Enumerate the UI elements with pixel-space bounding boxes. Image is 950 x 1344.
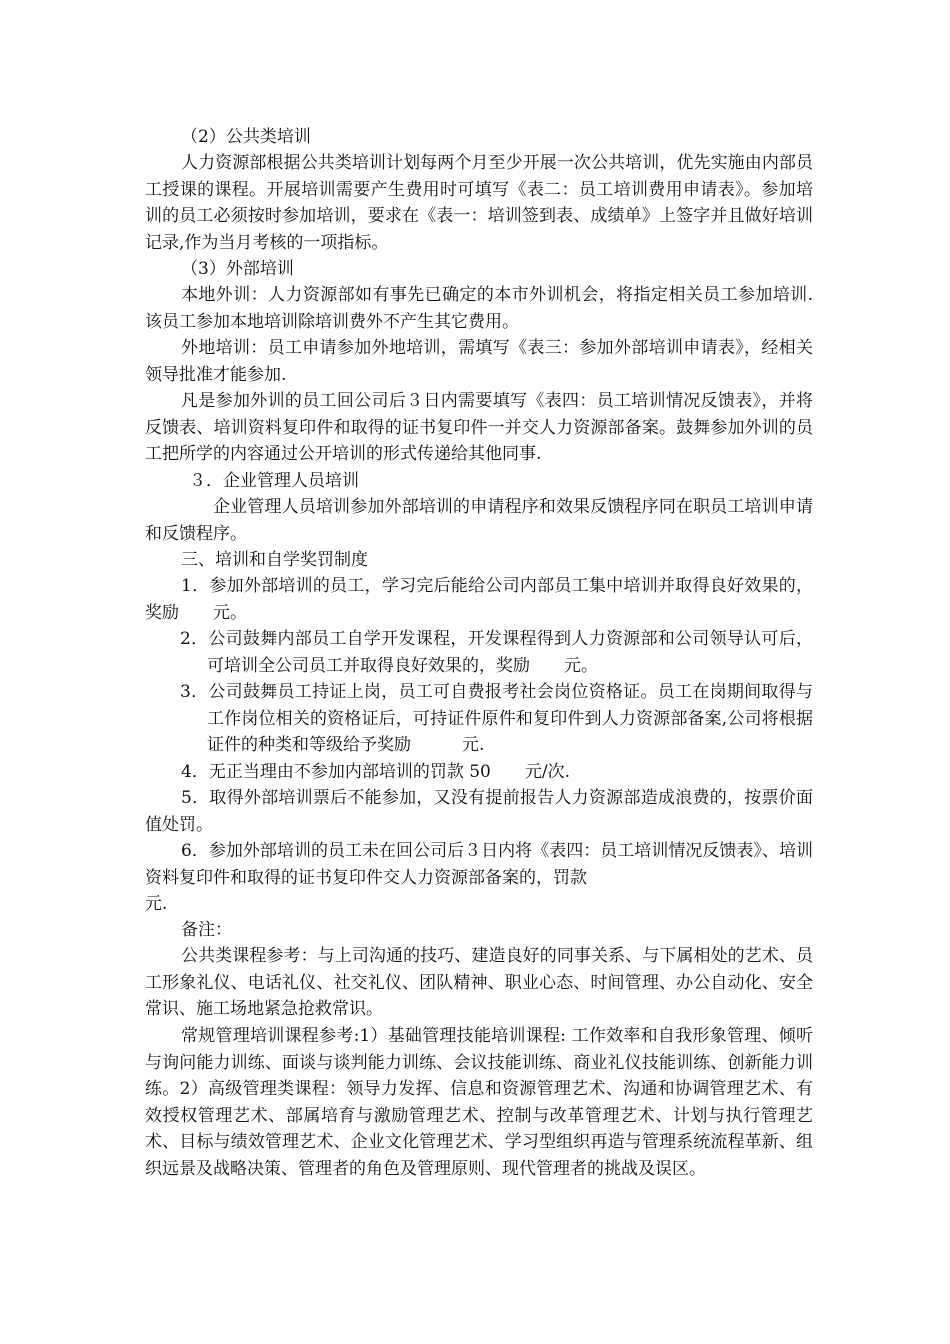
feedback-paragraph: 凡是参加外训的员工回公司后３日内需要填写《表四：员工培训情况反馈表》，并将反馈表、培训资料复印件和取得的证书复印件一并交人力资源部备案。鼓舞参加外训的员工把所学的内容通过公开培训的形式传递给其他同事. xyxy=(145,391,813,465)
public-training-heading: （2）公共类培训 xyxy=(181,127,311,147)
public-course-reference: 公共类课程参考：与上司沟通的技巧、建造良好的同事关系、与下属相处的艺术、员工形象礼仪、电话礼仪、社交礼仪、团队精神、职业心态、时间管理、办公自动化、安全常识、施工场地紧急抢救常识。 xyxy=(145,946,813,1020)
reward-item-2-number: 2． xyxy=(180,629,209,649)
penalty-item-5: 5．取得外部培训票后不能参加，又没有提前报告人力资源部造成浪费的，按票价面值处罚。 xyxy=(145,788,813,835)
penalty-item-6: 6．参加外部培训的员工未在回公司后３日内将《表四：员工培训情况反馈表》、培训资料复印件和取得的证书复印件交人力资源部备案的，罚款 xyxy=(145,841,813,888)
penalty-item-6-tail: 元. xyxy=(145,894,168,914)
reward-item-3 xyxy=(180,679,813,759)
rewards-heading: 三、培训和自学奖罚制度 xyxy=(181,550,368,570)
reward-item-3-text: 公司鼓舞员工持证上岗，员工可自费报考社会岗位资格证。员工在岗期间取得与工作岗位相关的资格证后，可持证件原件和复印件到人力资源部备案,公司将根据证件的种类和等级给予奖励 元. xyxy=(207,682,813,756)
public-training-paragraph: 人力资源部根据公共类培训计划每两个月至少开展一次公共培训，优先实施由内部员工授课的课程。开展培训需要产生费用时可填写《表二：员工培训费用申请表》。参加培训的员工必须按时参加培训，要求在《表一：培训签到表、成绩单》上签字并且做好培训记录,作为当月考核的一项指标。 xyxy=(145,153,813,253)
notes-heading: 备注： xyxy=(181,920,232,940)
local-external-training-paragraph: 本地外训：人力资源部如有事先已确定的本市外训机会，将指定相关员工参加培训.该员工参加本地培训除培训费外不产生其它费用。 xyxy=(145,285,813,332)
regular-course-reference: 常规管理培训课程参考:1）基础管理技能培训课程: 工作效率和自我形象管理、倾听与询问能力训练、面谈与谈判能力训练、会议技能训练、商业礼仪技能训练、创新能力训练。2）高级管理类课程：领导力发挥、信息和资源管理艺术、沟通和协调管理艺术、有效授权管理艺术、部属培育与激励管理艺术、控制与改革管理艺术、计划与执行管理艺术、目标与绩效管理艺术、企业文化管理艺术、学习型组织再造与管理系统流程革新、组织远景及战略决策、管理者的角色及管理原则、现代管理者的挑战及误区。 xyxy=(145,1026,813,1179)
mgmt-training-paragraph: 企业管理人员培训参加外部培训的申请程序和效果反馈程序同在职员工培训申请和反馈程序。 xyxy=(145,497,813,544)
reward-item-3-number: 3． xyxy=(180,682,209,702)
reward-item-2-text: 公司鼓舞内部员工自学开发课程，开发课程得到人力资源部和公司领导认可后，可培训全公司员工并取得良好效果的，奖励 元。 xyxy=(207,629,813,676)
penalty-item-4: 4．无正当理由不参加内部培训的罚款 50 元/次. xyxy=(181,762,570,782)
mgmt-training-heading: ３．企业管理人员培训 xyxy=(189,471,359,491)
reward-item-2 xyxy=(180,626,813,679)
external-training-heading: （3）外部培训 xyxy=(181,259,294,279)
reward-item-1: 1．参加外部培训的员工，学习完后能给公司内部员工集中培训并取得良好效果的，奖励 元。 xyxy=(145,576,813,623)
remote-external-training-paragraph: 外地培训：员工申请参加外地培训，需填写《表三：参加外部培训申请表》，经相关领导批准才能参加. xyxy=(145,338,813,385)
